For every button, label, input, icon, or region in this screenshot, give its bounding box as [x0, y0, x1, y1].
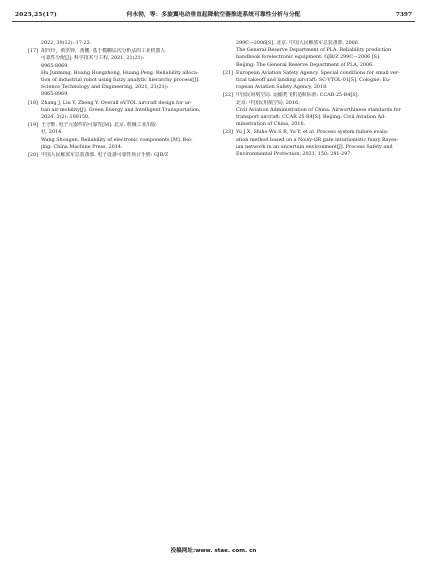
reference-number: [23] — [223, 129, 233, 136]
reference-text-line: ministration of China, 2016. — [236, 121, 306, 128]
reference-text-line: European Aviation Safety Agency. Special conditions for small ver- — [236, 69, 400, 76]
reference-text-line: Zhang J, Liu Y, Zheng Y. Overall eVTOL aircraft design for ur- — [41, 99, 192, 106]
reference-text-line: transport aircraft: CCAR 25-R4[S]. Beijing: Civil Aviation Ad- — [236, 114, 386, 121]
reference-entry — [223, 129, 409, 158]
reference-text-line: 王守维. 电子元器件的可靠性[M]. 北京: 机械工业出版 — [41, 122, 156, 129]
reference-text-line: 社, 2014. — [41, 129, 63, 136]
reference-text-line: 8965-8969. — [41, 62, 69, 69]
reference-text-line: ban air mobility[J]. Green Energy and Intelligent Transportation, — [41, 106, 201, 113]
reference-text-line: handbook forelectronic equipment: GJB/Z 299C—2006 [S]. — [236, 54, 381, 61]
reference-text-line: tion of industrial robot using fuzzy analytic hierarchy process[J]. — [41, 77, 200, 84]
reference-number: [17] — [28, 48, 38, 55]
reference-text-line: 299C—2006[S]. 北京: 中国人民解放军总装备部, 2006. — [236, 40, 360, 46]
reference-entry — [223, 92, 409, 128]
reference-text-line: 2024, 3(2): 100150. — [41, 114, 90, 121]
article-title: 何永勃，等：多旋翼电动垂直起降航空器推进系统可靠性分析与分配 — [126, 12, 301, 18]
reference-text-line: Wang Shougen. Reliability of electronic components [M]. Bei- — [41, 136, 193, 143]
reference-text-line: The General Reserve Department of PLA. Reliability prediction — [236, 47, 392, 54]
submission-url: 投稿网址:www. stae. com. cn — [170, 548, 257, 554]
reference-entry — [28, 100, 214, 122]
reference-entry — [28, 152, 214, 159]
references-column-right — [223, 40, 409, 159]
reference-text-line: 中国人民解放军总装备部. 电子设备可靠性预计手册: GJB/Z — [41, 152, 169, 159]
reference-text-line: Environmental Protection, 2021, 150: 281-297. — [236, 151, 352, 158]
reference-number: [22] — [223, 92, 233, 99]
reference-text-line: Civil Aviation Administration of China. Airworthiness standards for — [236, 106, 401, 113]
journal-issue: 2025,25(17) — [15, 12, 57, 18]
reference-text-line: Hu Junming, Huang Hongzhong, Huang Peng. Reliability alloca- — [41, 69, 199, 76]
reference-number: [20] — [28, 152, 38, 159]
reference-entry — [223, 70, 409, 92]
page-number: 7397 — [395, 12, 412, 18]
reference-text-line: 8965-8969. — [41, 91, 69, 98]
reference-text-line: 2022, 39(12): 17-23. — [41, 40, 92, 46]
reference-text-line: ropean Aviation Safety Agency, 2018. — [236, 84, 328, 91]
reference-text-line: 可靠性分配[J]. 科学技术与工程, 2021, 21(21): — [41, 55, 145, 62]
references-column-left — [28, 40, 214, 160]
reference-text-line: 北京: 中国民用航空局, 2016. — [236, 99, 300, 106]
reference-text-line: ian network in an uncertain environment[J]. Process Safety and — [236, 143, 393, 150]
reference-text-line: 胡玲玲，黄洪钟，黄鹏. 基于模糊层次分析法的工业机器人 — [41, 48, 166, 55]
running-header — [12, 9, 415, 22]
reference-text-line: Science Technology and Engineering, 2021, 21(21): — [41, 84, 169, 91]
reference-text-line: ation method based on a Noisy-OR gate intuitionistic fuzzy Bayes- — [236, 136, 399, 143]
reference-entry — [28, 48, 214, 98]
reference-entry — [223, 40, 409, 69]
reference-text-line: Yu J X, Shiho-Wu S R, Yu Y, et al. Process system failure evalu- — [236, 129, 389, 136]
reference-entry — [28, 122, 214, 151]
reference-text-line: tical takeoff and landing aircraft: SC-VTOL-01[S]. Cologne: Eu- — [236, 77, 391, 84]
reference-text-line: jing: China Machine Press, 2014. — [41, 143, 123, 150]
reference-text-line: 中国民用航空局. 运输类飞机适航标准: CCAR-25-R4[S]. — [236, 92, 360, 99]
reference-number: [18] — [28, 99, 38, 106]
reference-number: [19] — [28, 122, 38, 129]
reference-entry — [28, 40, 214, 47]
reference-number: [21] — [223, 69, 233, 76]
reference-text-line: Beijing: The General Reserve Department of PLA, 2006. — [236, 61, 374, 68]
